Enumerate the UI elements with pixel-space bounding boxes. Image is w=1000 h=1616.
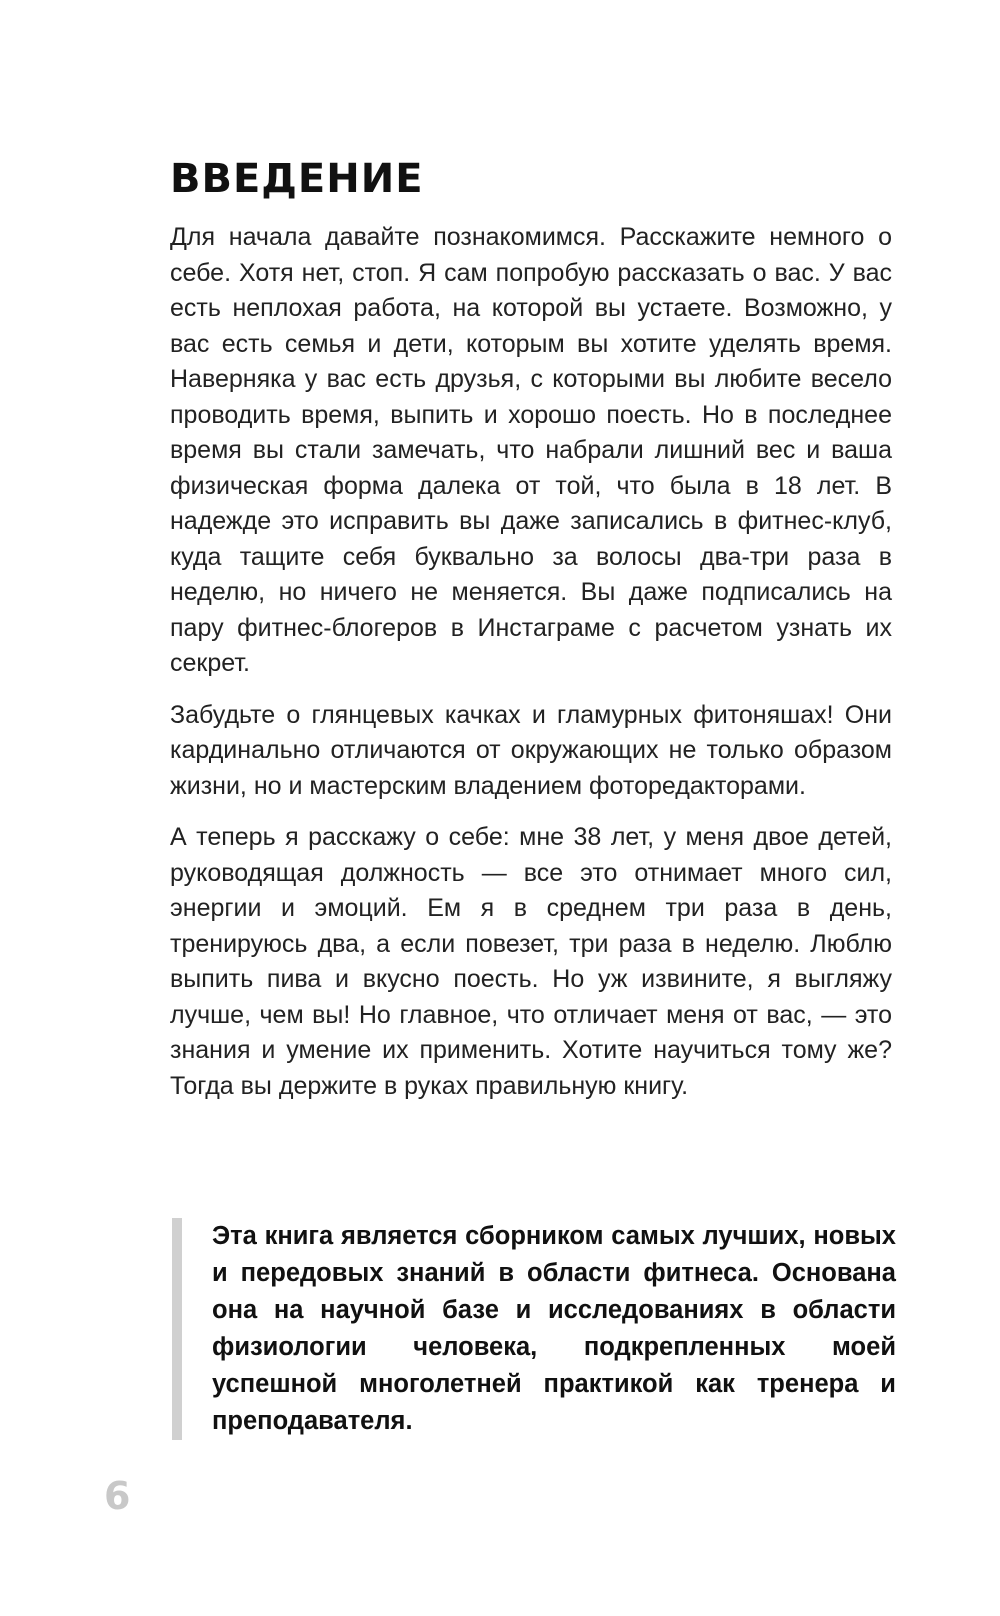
- body-text: [170, 220, 892, 1120]
- callout-block: [172, 1218, 898, 1440]
- paragraph-about-author: А теперь я расскажу о себе: мне 38 лет, у меня двое детей, руководящая должность — все это отнимает много сил, энергии и эмоций. Ем я в среднем три раза в день, тренируюсь два, а если повезет, три раза в неделю. Люблю выпить пива и вкусно поесть. Но уж извините, я выгляжу лучше, чем вы! Но главное, что отличает меня от вас, — это знания и умение их применить. Хотите научиться тому же? Тогда вы держите в руках правильную книгу.: [170, 823, 892, 1100]
- callout-bar: [172, 1218, 182, 1440]
- callout-text: Эта книга является сборником самых лучших, новых и передовых знаний в области фитнеса. Основана она на научной базе и исследованиях в области физиологии человека, подкрепленных моей успешной многолетней практикой как тренера и преподавателя.: [212, 1222, 896, 1435]
- chapter-title: ВВЕДЕНИЕ: [170, 156, 424, 202]
- paragraph-intro: Для начала давайте познакомимся. Расскажите немного о себе. Хотя нет, стоп. Я сам попробую рассказать о вас. У вас есть неплохая работа, на которой вы устаете. Возможно, у вас есть семья и дети, которым вы хотите уделять время. Наверняка у вас есть друзья, с которыми вы любите весело проводить время, выпить и хорошо поесть. Но в последнее время вы стали замечать, что набрали лишний вес и ваша физическая форма далека от той, что была в 18 лет. В надежде это исправить вы даже записались в фитнес-клуб, куда тащите себя буквально за волосы два-три раза в неделю, но ничего не меняется. Вы даже подписались на пару фитнес-блогеров в Инстаграме с расчетом узнать их секрет.: [170, 223, 892, 677]
- paragraph-forget: Забудьте о глянцевых качках и гламурных фитоняшах! Они кардинально отличаются от окружающих не только образом жизни, но и мастерским владением фоторедакторами.: [170, 700, 892, 800]
- page-number: 6: [104, 1474, 131, 1518]
